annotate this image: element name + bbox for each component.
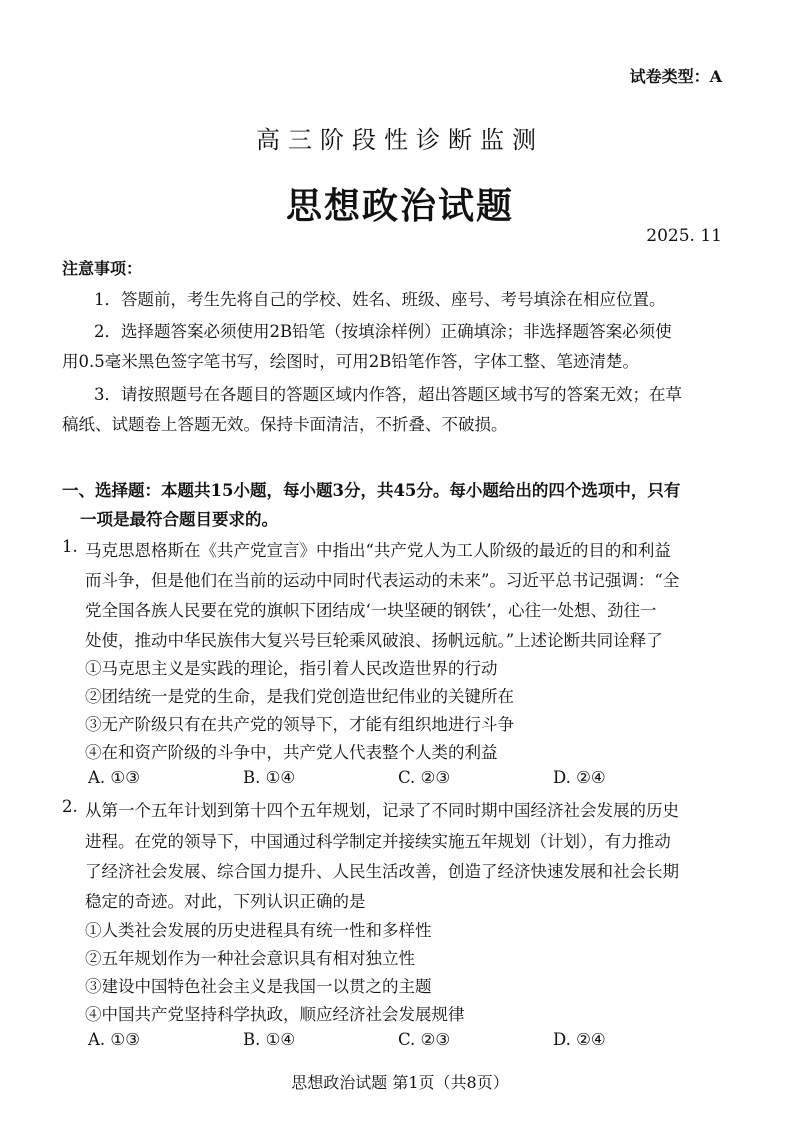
choice-d: D. ②④ [553, 768, 606, 787]
choice-a: A. ①③ [88, 1030, 140, 1049]
question-stem-line: 稳定的奇迹。对此，下列认识正确的是 [85, 892, 366, 911]
notes-heading: 注意事项： [62, 259, 143, 278]
question-stem-line: 处使，推动中华民族伟大复兴号巨轮乘风破浪、扬帆远航。”上述论断共同诠释了 [85, 631, 663, 650]
question-number: 2. [62, 797, 78, 816]
statement-item: ②团结统一是党的生命，是我们党创造世纪伟业的关键所在 [85, 687, 514, 706]
statement-item: ①马克思主义是实践的理论，指引着人民改造世界的行动 [85, 659, 498, 678]
statement-item: ④中国共产党坚持科学执政，顺应经济社会发展规律 [85, 1005, 465, 1024]
question-stem-line: 党全国各族人民要在党的旗帜下团结成‘一块坚硬的钢铁’，心往一处想、劲往一 [85, 601, 657, 620]
note-line: 2．选择题答案必须使用2B铅笔（按填涂样例）正确填涂；非选择题答案必须使 [94, 322, 672, 341]
statement-item: ①人类社会发展的历史进程具有统一性和多样性 [85, 921, 432, 940]
exam-type-label: 试卷类型：A [629, 67, 722, 86]
statement-item: ②五年规划作为一种社会意识具有相对独立性 [85, 949, 415, 968]
choice-b: B. ①④ [243, 768, 296, 787]
exam-date: 2025. 11 [646, 226, 722, 246]
statement-item: ③无产阶级只有在共产党的领导下，才能有组织地进行斗争 [85, 715, 514, 734]
page-title: 思想政治试题 [285, 186, 514, 227]
choice-d: D. ②④ [553, 1030, 606, 1049]
exam-subtitle: 高三阶段性诊断监测 [256, 126, 544, 154]
choice-c: C. ②③ [398, 768, 451, 787]
note-line: 稿纸、试题卷上答题无效。保持卡面清洁，不折叠、不破损。 [62, 415, 508, 434]
section-heading: 一、选择题：本题共15小题，每小题3分，共45分。每小题给出的四个选项中，只有 [62, 481, 681, 500]
choice-c: C. ②③ [398, 1030, 451, 1049]
note-line: 3．请按照题号在各题目的答题区域内作答，超出答题区域书写的答案无效；在草 [94, 385, 682, 404]
question-stem-line: 从第一个五年计划到第十四个五年规划，记录了不同时期中国经济社会发展的历史 [85, 801, 679, 820]
choice-a: A. ①③ [88, 768, 140, 787]
choice-b: B. ①④ [243, 1030, 296, 1049]
statement-item: ④在和资产阶级的斗争中，共产党人代表整个人类的利益 [85, 743, 498, 762]
question-number: 1. [62, 537, 78, 556]
note-line: 用0.5毫米黑色签字笔书写，绘图时，可用2B铅笔作答，字体工整、笔迹清楚。 [62, 352, 639, 371]
question-stem-line: 而斗争，但是他们在当前的运动中同时代表运动的未来”。习近平总书记强调：“全 [85, 571, 680, 590]
section-heading-cont: 一项是最符合题目要求的。 [80, 510, 278, 529]
question-stem-line: 进程。在党的领导下，中国通过科学制定并接续实施五年规划（计划），有力推动 [85, 832, 671, 851]
note-line: 1．答题前，考生先将自己的学校、姓名、班级、座号、考号填涂在相应位置。 [94, 290, 666, 309]
statement-item: ③建设中国特色社会主义是我国一以贯之的主题 [85, 977, 432, 996]
question-stem-line: 马克思恩格斯在《共产党宣言》中指出“共产党人为工人阶级的最近的目的和利益 [85, 541, 671, 560]
page-footer: 思想政治试题 第1页（共8页） [291, 1073, 509, 1092]
question-stem-line: 了经济社会发展、综合国力提升、人民生活改善，创造了经济快速发展和社会长期 [85, 862, 679, 881]
